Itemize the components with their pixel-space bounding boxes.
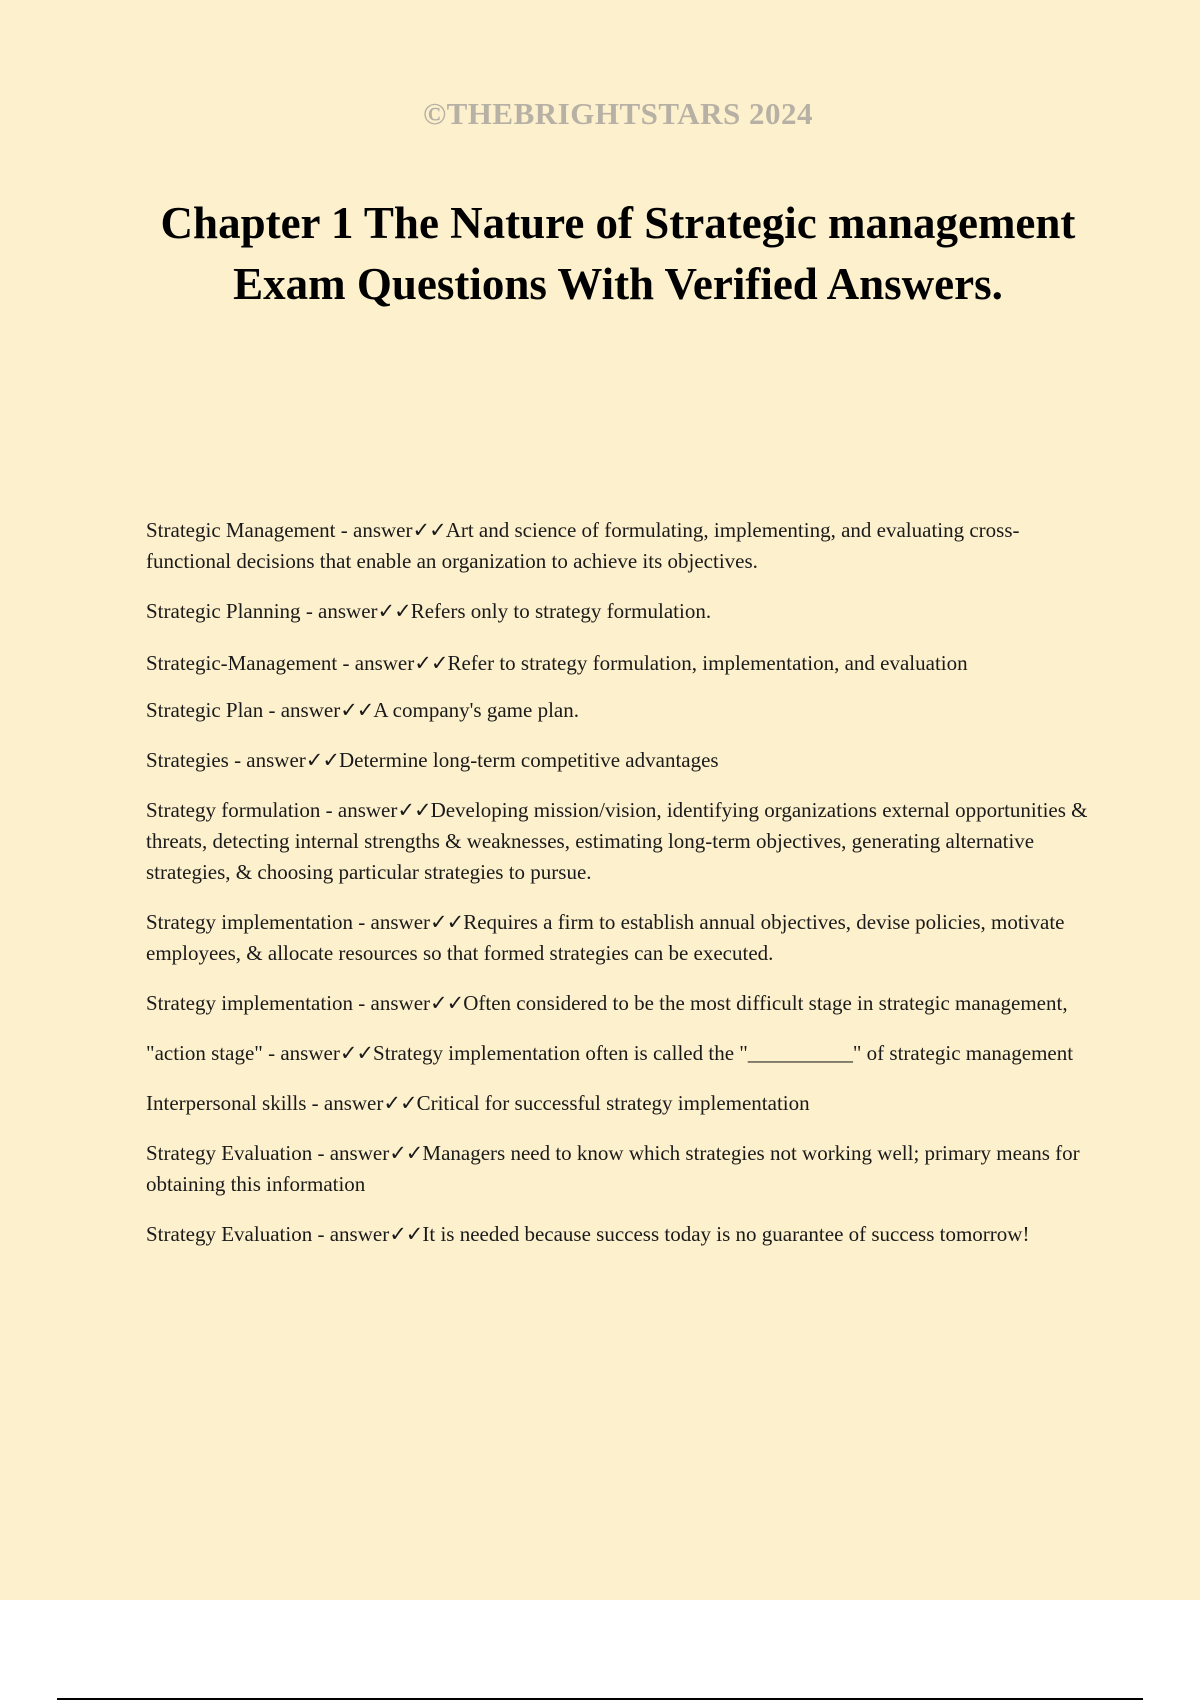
check-icon: ✓✓ [389,1222,423,1246]
qa-item [146,1088,1096,1119]
qa-separator: - answer [337,651,415,675]
qa-answer: It is needed because success today is no guarantee of success tomorrow! [422,1222,1030,1246]
qa-term: Strategy implementation [146,910,354,934]
qa-separator: - answer [353,910,431,934]
check-icon: ✓✓ [397,798,431,822]
qa-answer: Developing mission/vision, identifying organizations external opportunities & threats, detecting internal strengths & weaknesses, estimating long-term objectives, generating alternative strategies, & choosing particular strategies to pursue. [146,798,1088,884]
check-icon: ✓✓ [430,991,464,1015]
qa-term: Strategic Planning [146,599,301,623]
qa-answer: Art and science of formulating, implementing, and evaluating cross-functional decisions that enable an organization to achieve its objectives. [146,518,1020,573]
qa-separator: - answer [263,698,341,722]
check-icon: ✓✓ [430,910,464,934]
qa-term: Strategic Plan [146,698,264,722]
qa-item [146,988,1096,1019]
check-icon: ✓✓ [414,651,448,675]
check-icon: ✓✓ [383,1091,417,1115]
qa-term: Strategy implementation [146,991,354,1015]
check-icon: ✓✓ [389,1141,423,1165]
qa-term: Strategic-Management [146,651,338,675]
qa-separator: - answer [312,1141,390,1165]
qa-term: Interpersonal skills [146,1091,307,1115]
qa-item [146,795,1096,888]
qa-item [146,695,1096,726]
qa-item [146,1219,1096,1250]
qa-answer: Requires a firm to establish annual objectives, devise policies, motivate employees, & allocate resources so that formed strategies can be executed. [146,910,1065,965]
qa-term: Strategy formulation [146,798,321,822]
check-icon: ✓✓ [305,748,339,772]
qa-answer: Critical for successful strategy implementation [416,1091,810,1115]
qa-item [146,745,1096,776]
qa-answer: Strategy implementation often is called the "__________" of strategic management [373,1041,1074,1065]
check-icon: ✓✓ [340,698,374,722]
qa-term: Strategies [146,748,229,772]
qa-item [146,596,1096,627]
qa-separator: - answer [312,1222,390,1246]
qa-answer: Refer to strategy formulation, implementation, and evaluation [447,651,968,675]
check-icon: ✓✓ [412,518,446,542]
qa-item [146,1038,1096,1069]
page-title: Chapter 1 The Nature of Strategic management Exam Questions With Verified Answers. [160,198,1076,309]
qa-separator: - answer [300,599,378,623]
qa-term: "action stage" [146,1041,263,1065]
qa-answer: Often considered to be the most difficult stage in strategic management, [463,991,1068,1015]
copyright-watermark: ©THEBRIGHTSTARS 2024 [422,96,814,131]
qa-separator: - answer [335,518,413,542]
qa-separator: - answer [306,1091,384,1115]
qa-term: Strategic Management [146,518,336,542]
qa-separator: - answer [353,991,431,1015]
check-icon: ✓✓ [339,1041,374,1065]
qa-item [146,640,1096,686]
qa-term: Strategy Evaluation [146,1141,313,1165]
qa-answer: Refers only to strategy formulation. [410,599,712,623]
qa-answer: A company's game plan. [373,698,579,722]
qa-answer: Determine long-term competitive advantages [338,748,719,772]
qa-item [146,515,1096,577]
check-icon: ✓✓ [377,599,411,623]
qa-term: Strategy Evaluation [146,1222,313,1246]
qa-list [146,515,1096,1269]
qa-answer: Managers need to know which strategies not working well; primary means for obtaining this information [146,1141,1080,1196]
qa-separator: - answer [228,748,306,772]
qa-item [146,1138,1096,1200]
qa-item [146,907,1096,969]
qa-separator: - answer [262,1041,340,1065]
qa-separator: - answer [320,798,398,822]
